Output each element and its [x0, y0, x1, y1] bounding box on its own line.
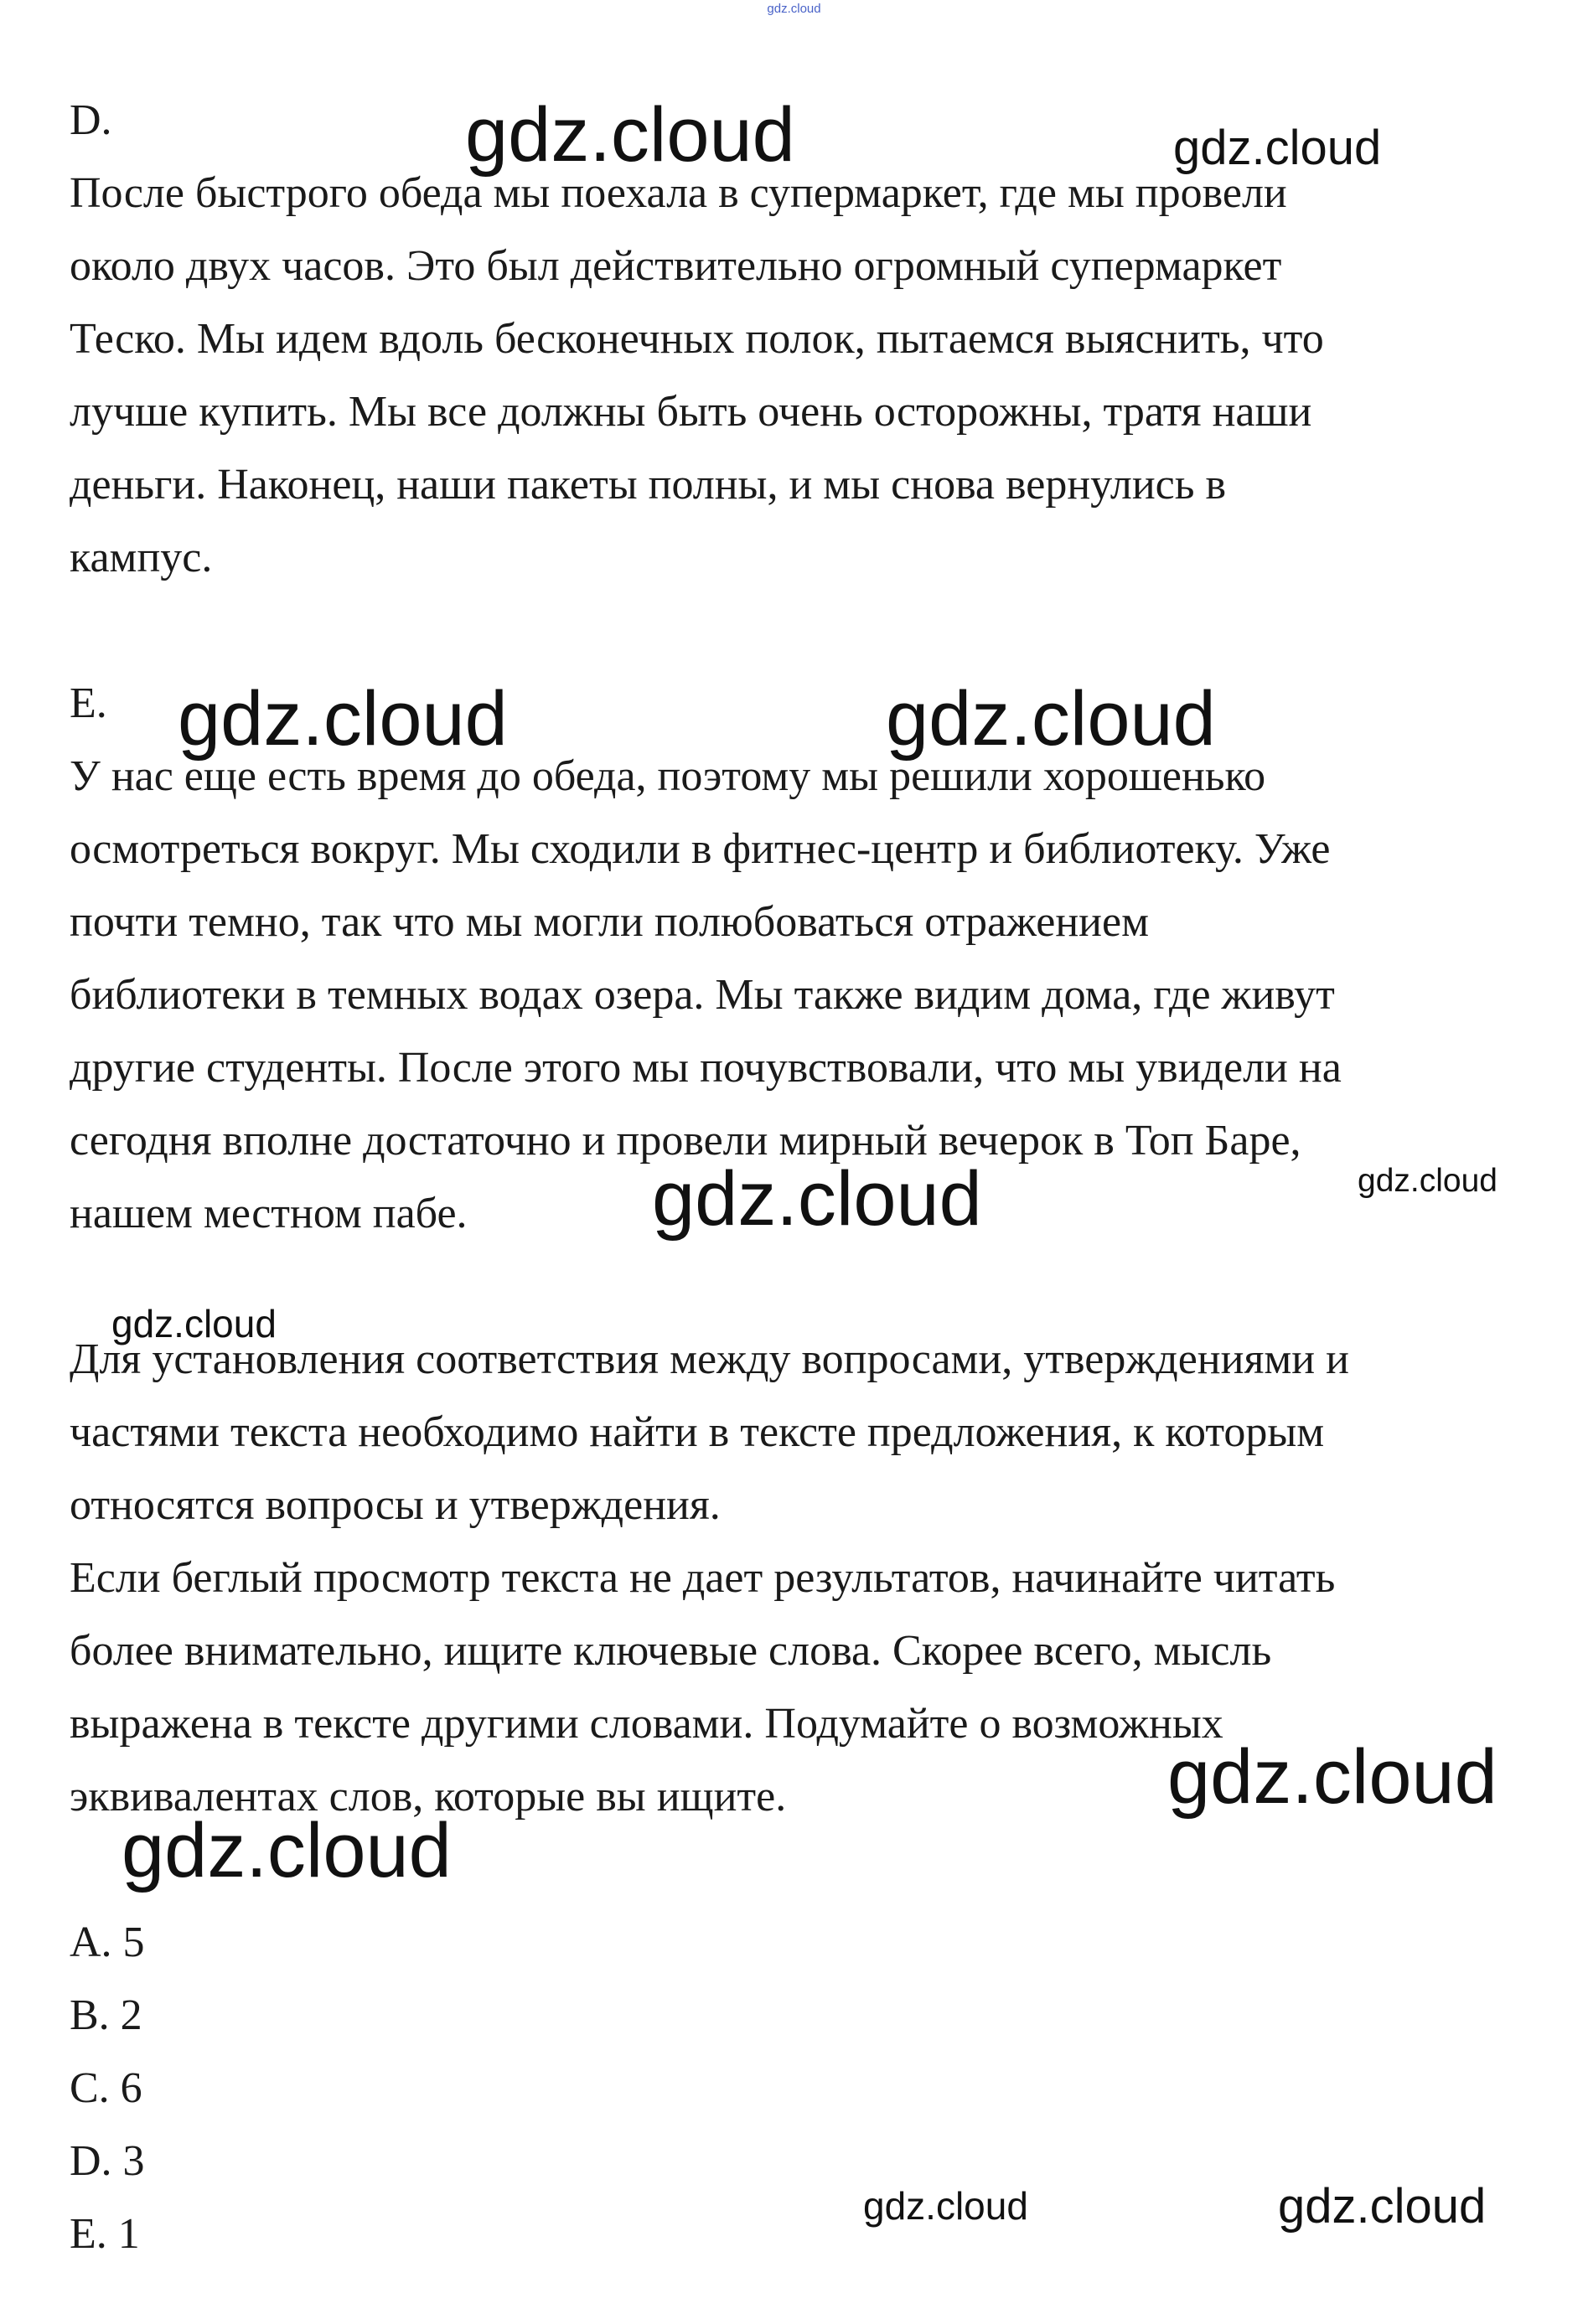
tip-line: эквивалентах слов, которые вы ищите. — [70, 1773, 787, 1820]
text-line: кампус. — [70, 534, 213, 581]
text-line: После быстрого обеда мы поехала в супермаркет, где мы провели — [70, 169, 1287, 217]
answer-item: E. 1 — [70, 2210, 140, 2258]
watermark: gdz.cloud — [465, 92, 795, 178]
answer-item: D. 3 — [70, 2137, 145, 2185]
text-line: около двух часов. Это был действительно огромный супермаркет — [70, 242, 1282, 290]
answer-item: A. 5 — [70, 1919, 145, 1966]
watermark: gdz.cloud — [1278, 2179, 1487, 2234]
text-line: лучше купить. Мы все должны быть очень осторожны, тратя наши — [70, 388, 1312, 436]
text-line: сегодня вполне достаточно и провели мирный вечерок в Топ Баре, — [70, 1117, 1301, 1165]
text-line: У нас еще есть время до обеда, поэтому мы решили хорошенько — [70, 752, 1266, 800]
answer-item: B. 2 — [70, 1991, 142, 2039]
watermark: gdz.cloud — [122, 1808, 452, 1893]
text-line: деньги. Наконец, наши пакеты полны, и мы снова вернулись в — [70, 461, 1227, 509]
text-line: библиотеки в темных водах озера. Мы также видим дома, где живут — [70, 971, 1335, 1019]
text-line: другие студенты. После этого мы почувствовали, что мы увидели на — [70, 1044, 1342, 1092]
section-label: D. — [70, 96, 112, 144]
watermark: gdz.cloud — [111, 1302, 277, 1345]
watermark: gdz.cloud — [1173, 121, 1382, 175]
text-line: осмотреться вокруг. Мы сходили в фитнес-центр и библиотеку. Уже — [70, 825, 1331, 873]
watermark: gdz.cloud — [178, 676, 508, 762]
watermark: gdz.cloud — [863, 2184, 1028, 2228]
watermark: gdz.cloud — [886, 676, 1216, 762]
watermark: gdz.cloud — [1358, 1163, 1497, 1199]
watermark: gdz.cloud — [1167, 1734, 1497, 1820]
watermark: gdz.cloud — [652, 1156, 982, 1242]
tip-line: выражена в тексте другими словами. Подумайте о возможных — [70, 1700, 1223, 1748]
text-line: Теско. Мы идем вдоль бесконечных полок, пытаемся выяснить, что — [70, 315, 1324, 363]
tip-line: частями текста необходимо найти в тексте предложения, к которым — [70, 1408, 1325, 1456]
section-label: E. — [70, 679, 107, 727]
tip-line: Если беглый просмотр текста не дает результатов, начинайте читать — [70, 1554, 1336, 1602]
text-line: почти темно, так что мы могли полюбоваться отражением — [70, 898, 1149, 946]
tip-line: более внимательно, ищите ключевые слова. Скорее всего, мысль — [70, 1627, 1272, 1675]
tip-line: Для установления соответствия между вопросами, утверждениями и — [70, 1335, 1349, 1383]
tip-line: относятся вопросы и утверждения. — [70, 1481, 721, 1529]
text-line: нашем местном пабе. — [70, 1190, 468, 1237]
source-mark: gdz.cloud — [767, 2, 821, 16]
answer-item: C. 6 — [70, 2064, 142, 2112]
